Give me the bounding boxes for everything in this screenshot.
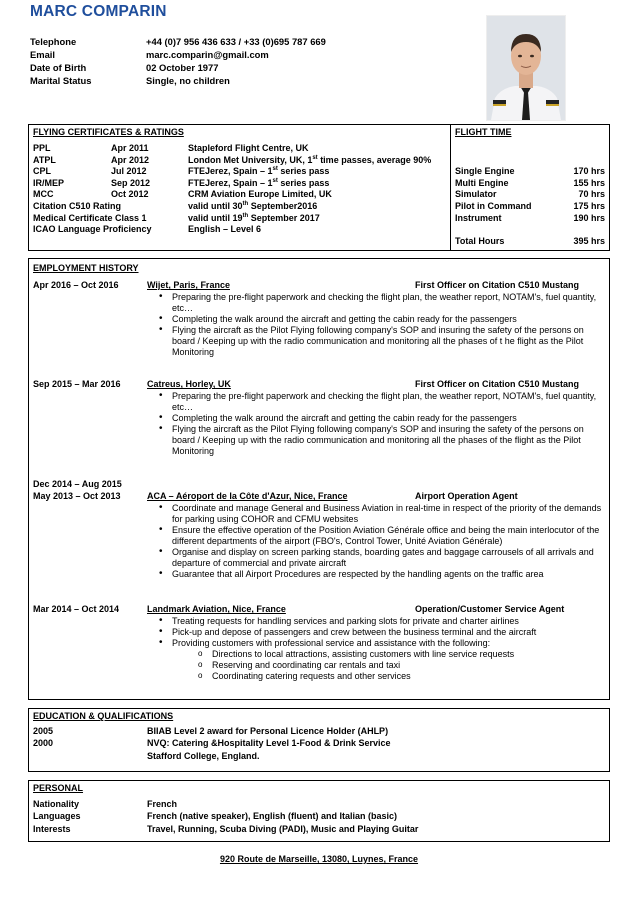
job-role: First Officer on Citation C510 Mustang (415, 379, 580, 389)
job-company: Wijet, Paris, France (147, 280, 230, 290)
task-item: • Preparing the pre-flight paperwork and checking the flight plan, the weather report, NOTAM's, fuel quantity, etc… (159, 292, 607, 314)
footer-address: 920 Route de Marseille, 13080, Luynes, France (219, 854, 419, 864)
job-dates: Apr 2016 – Oct 2016 (33, 280, 119, 290)
employment-section (28, 258, 610, 700)
job-role: First Officer on Citation C510 Mustang (415, 280, 580, 290)
subtask-item: o Directions to local attractions, assisting customers with line service requests (200, 649, 607, 660)
personal-row: Languages French (native speaker), English (fluent) and Italian (basic) (33, 811, 398, 822)
education-row: Stafford College, England. (147, 750, 260, 761)
certificates-title: FLYING CERTIFICATES & RATINGS (33, 127, 184, 137)
contact-value: 02 October 1977 (146, 62, 219, 73)
personal-row: Nationality French (33, 798, 178, 809)
contact-label: Telephone (30, 36, 77, 47)
certificate-row: ICAO Language Proficiency English – Level 6 (33, 224, 262, 235)
flight-time-row: Multi Engine 155 hrs (455, 177, 605, 188)
task-item: • Providing customers with professional service and assistance with the following: o Directions to local attractions, assisting customers with line service requests o Reserving and coordinating car rentals and taxi o Coordinating catering requests and other services (159, 638, 607, 682)
job-entry (33, 379, 607, 457)
job-dates: Sep 2015 – Mar 2016 (33, 379, 121, 389)
candidate-name: MARC COMPARIN (30, 3, 167, 20)
certificate-row: Citation C510 Rating valid until 30th September2016 (33, 200, 318, 211)
education-row: 2000 NVQ: Catering &Hospitality Level 1-Food & Drink Service (33, 738, 391, 749)
certificate-row: Medical Certificate Class 1 valid until 19th September 2017 (33, 212, 320, 223)
subtask-item: o Coordinating catering requests and other services (200, 671, 607, 682)
flight-time-row: Simulator 70 hrs (455, 189, 605, 200)
education-title: EDUCATION & QUALIFICATIONS (33, 711, 174, 721)
contact-value[interactable]: marc.comparin@gmail.com (146, 49, 269, 60)
flight-time-title: FLIGHT TIME (455, 127, 512, 137)
education-row: 2005 BIIAB Level 2 award for Personal Licence Holder (AHLP) (33, 725, 389, 736)
certificate-row: MCC Oct 2012 CRM Aviation Europe Limited, UK (33, 189, 332, 200)
job-company: ACA – Aéroport de la Côte d'Azur, Nice, France (147, 491, 348, 501)
task-item: • Ensure the effective operation of the Position Aviation Générale office and being the main interlocutor of the different departments of the airport (FBO's, Control Tower, Unité Aviation Générale) (159, 525, 607, 547)
job-dates-secondary: Dec 2014 – Aug 2015 (33, 479, 122, 489)
contact-row (30, 75, 326, 88)
job-entry (33, 479, 607, 580)
task-item: • Preparing the pre-flight paperwork and checking the flight plan, the weather report, NOTAM's, fuel quantity, etc… (159, 391, 607, 413)
contact-details (30, 36, 326, 88)
task-item: • Flying the aircraft as the Pilot Flying following company's SOP and insuring the safety of the persons on board / Keeping up with the radio communication and monitoring all the phases of the flight as the Pilot Monitoring (159, 424, 607, 457)
flight-time-row: Pilot in Command 175 hrs (455, 200, 605, 211)
employment-title: EMPLOYMENT HISTORY (33, 263, 139, 273)
task-item: • Coordinate and manage General and Business Aviation in real-time in respect of the priority of the demands for parking using COHOR and CFMU websites (159, 503, 607, 525)
job-company: Landmark Aviation, Nice, France (147, 604, 286, 614)
job-dates: May 2013 – Oct 2013 (33, 491, 121, 501)
task-item: • Completing the walk around the aircraft and getting the cabin ready for the passengers (159, 314, 607, 325)
task-item: • Flying the aircraft as the Pilot Flying following company's SOP and insuring the safety of the persons on board / Keeping up with the radio communication and monitoring all the phases of t he flight as the Pilot Monitoring (159, 325, 607, 358)
job-role: Operation/Customer Service Agent (415, 604, 565, 614)
contact-label: Marital Status (30, 75, 92, 86)
certificate-row: CPL Jul 2012 FTEJerez, Spain – 1st series pass (33, 166, 330, 177)
column-divider (450, 125, 451, 250)
certificate-row: PPL Apr 2011 Stapleford Flight Centre, UK (33, 142, 309, 153)
flight-time-row: Single Engine 170 hrs (455, 166, 605, 177)
task-item: • Treating requests for handling services and parking slots for private and charter airlines (159, 616, 607, 627)
contact-row (30, 49, 326, 62)
personal-title: PERSONAL (33, 783, 84, 793)
certificate-row: IR/MEP Sep 2012 FTEJerez, Spain – 1st series pass (33, 177, 330, 188)
education-section (28, 708, 610, 772)
certificates-section (28, 124, 610, 251)
flight-time-row: Instrument 190 hrs (455, 212, 605, 223)
contact-label: Email (30, 49, 56, 60)
task-item: • Completing the walk around the aircraft and getting the cabin ready for the passengers (159, 413, 607, 424)
contact-value: +44 (0)7 956 436 633 / +33 (0)695 787 669 (146, 36, 326, 47)
job-company: Catreus, Horley, UK (147, 379, 231, 389)
task-item: • Guarantee that all Airport Procedures are respected by the handling agents on the traffic area (159, 569, 607, 580)
task-item: • Organise and display on screen parking stands, boarding gates and baggage carrousels of all arrivals and departure of commercial and private aircraft (159, 547, 607, 569)
job-role: Airport Operation Agent (415, 491, 518, 501)
personal-row: Interests Travel, Running, Scuba Diving (PADI), Music and Playing Guitar (33, 823, 419, 834)
flight-time-total: Total Hours 395 hrs (455, 235, 605, 246)
certificate-row: ATPL Apr 2012 London Met University, UK, 1st time passes, average 90% (33, 154, 432, 165)
job-dates: Mar 2014 – Oct 2014 (33, 604, 120, 614)
subtask-item: o Reserving and coordinating car rentals and taxi (200, 660, 607, 671)
job-entry (33, 280, 607, 358)
contact-row (30, 62, 326, 75)
job-entry (33, 604, 607, 682)
contact-row (30, 36, 326, 49)
profile-photo-illustration (487, 16, 565, 120)
profile-photo (486, 15, 566, 121)
personal-section (28, 780, 610, 842)
contact-label: Date of Birth (30, 62, 87, 73)
task-item: • Pick-up and depose of passengers and crew between the business terminal and the aircraft (159, 627, 607, 638)
contact-value: Single, no children (146, 75, 230, 86)
